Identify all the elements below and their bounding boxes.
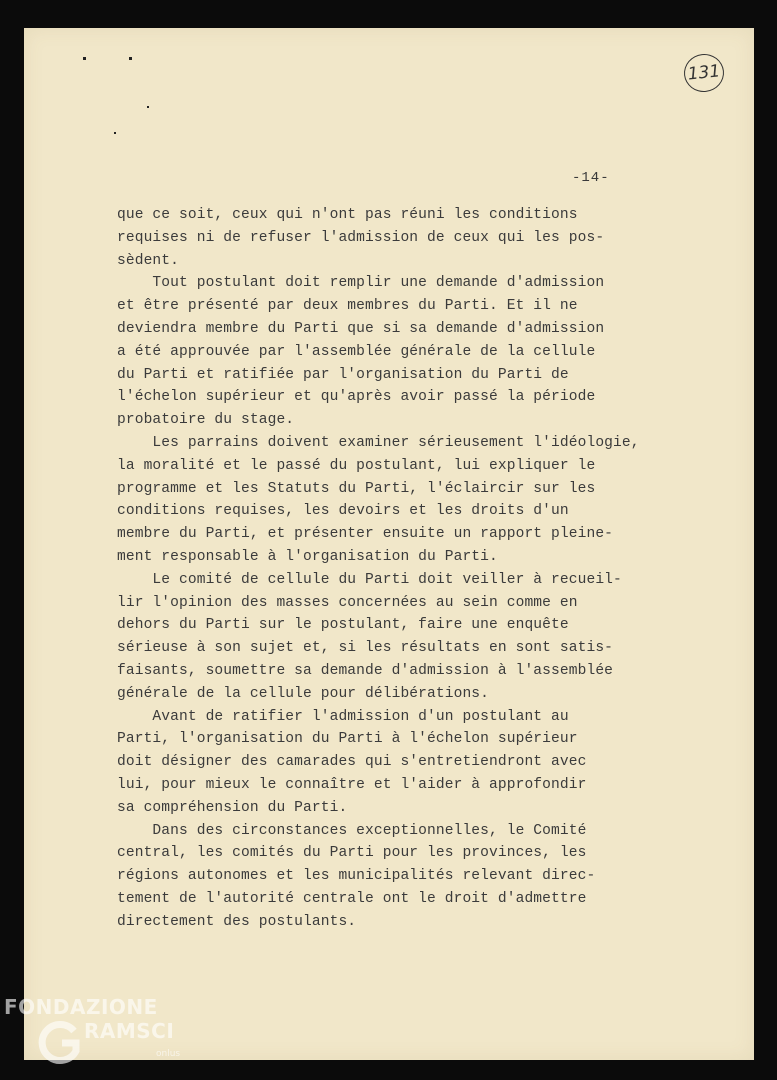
watermark-suffix: onlus — [156, 1049, 181, 1059]
text-line: l'échelon supérieur et qu'après avoir passé la période — [117, 389, 596, 406]
document-body — [117, 204, 657, 934]
paper-speck — [147, 106, 149, 108]
text-line: lui, pour mieux le connaître et l'aider à approfondir — [117, 776, 587, 793]
text-line: Avant de ratifier l'admission d'un postulant au — [117, 708, 569, 725]
paragraph — [117, 432, 657, 569]
text-line: tement de l'autorité centrale ont le droit d'admettre — [117, 890, 587, 907]
text-line: deviendra membre du Parti que si sa demande d'admission — [117, 320, 605, 337]
paragraph — [117, 706, 657, 820]
text-line: Parti, l'organisation du Parti à l'échelon supérieur — [117, 731, 578, 748]
text-line: a été approuvée par l'assemblée générale de la cellule — [117, 343, 596, 360]
paper-speck — [129, 57, 132, 60]
text-line: la moralité et le passé du postulant, lui expliquer le — [117, 457, 596, 474]
text-line: Le comité de cellule du Parti doit veiller à recueil- — [117, 571, 622, 588]
text-line: doit désigner des camarades qui s'entretiendront avec — [117, 754, 587, 771]
text-line: conditions requises, les devoirs et les droits d'un — [117, 503, 569, 520]
watermark-line1: FONDAZIONE — [4, 995, 158, 1019]
text-line: Dans des circonstances exceptionnelles, le Comité — [117, 822, 587, 839]
text-line: directement des postulants. — [117, 913, 357, 930]
text-line: sa compréhension du Parti. — [117, 799, 348, 816]
text-line: régions autonomes et les municipalités relevant direc- — [117, 868, 596, 885]
archive-stamp: 131 — [682, 52, 726, 94]
text-line: ment responsable à l'organisation du Parti. — [117, 548, 498, 565]
text-line: Tout postulant doit remplir une demande d'admission — [117, 275, 605, 292]
text-line: que ce soit, ceux qui n'ont pas réuni les conditions — [117, 207, 578, 223]
document-page — [24, 28, 754, 1060]
text-line: générale de la cellule pour délibérations. — [117, 685, 490, 702]
gramsci-g-logo-icon — [34, 1017, 84, 1067]
text-line: lir l'opinion des masses concernées au sein comme en — [117, 594, 578, 611]
paragraph — [117, 569, 657, 706]
text-line: et être présenté par deux membres du Parti. Et il ne — [117, 298, 578, 315]
text-line: du Parti et ratifiée par l'organisation du Parti de — [117, 366, 569, 383]
page-number: -14- — [572, 170, 610, 186]
text-line: probatoire du stage. — [117, 412, 295, 429]
text-line: central, les comités du Parti pour les provinces, les — [117, 845, 587, 862]
text-line: requises ni de refuser l'admission de ceux qui les pos- — [117, 229, 605, 246]
paragraph — [117, 820, 657, 934]
paper-speck — [114, 132, 116, 134]
text-line: membre du Parti, et présenter ensuite un rapport pleine- — [117, 526, 614, 543]
text-line: sèdent. — [117, 252, 180, 269]
text-line: dehors du Parti sur le postulant, faire une enquête — [117, 617, 569, 634]
watermark-line2: RAMSCI — [84, 1019, 175, 1043]
fondazione-gramsci-watermark — [4, 995, 204, 1075]
text-line: faisants, soumettre sa demande d'admission à l'assemblée — [117, 662, 614, 679]
paper-speck — [83, 57, 86, 60]
text-line: programme et les Statuts du Parti, l'éclaircir sur les — [117, 480, 596, 497]
text-line: Les parrains doivent examiner sérieusement l'idéologie, — [117, 434, 640, 451]
text-line: sérieuse à son sujet et, si les résultats en sont satis- — [117, 640, 614, 657]
paragraph — [117, 272, 657, 432]
paragraph — [117, 204, 657, 272]
